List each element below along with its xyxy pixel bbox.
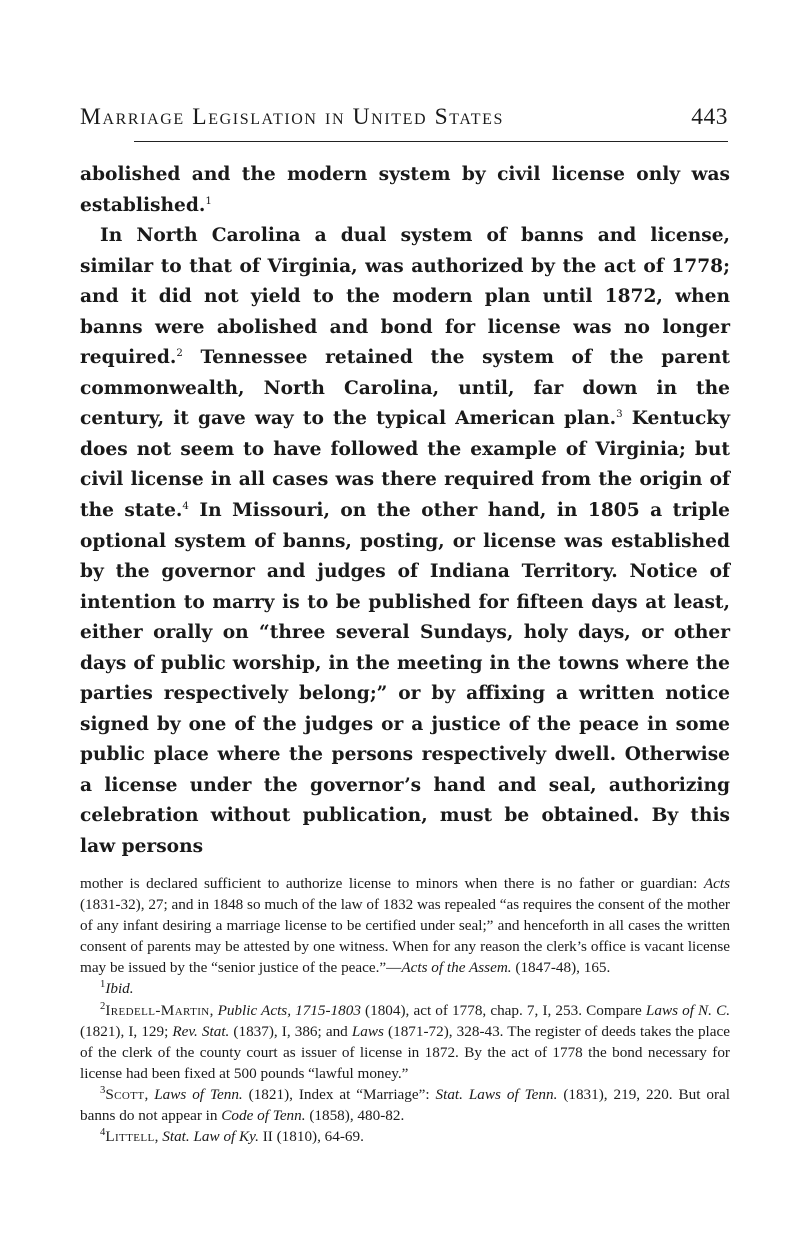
footnote-ref: 1 [205, 195, 212, 207]
footnote-3: $^3$Scott, Laws of Tenn. (1821), Index at “Marriage”: Stat. Laws of Tenn. (1831), 219, 220. But oral banns do not appear in Code of Tenn. (1858), 480-82. [80, 1084, 730, 1125]
body-text [80, 160, 730, 863]
page-number: 443 [691, 104, 728, 130]
running-head-title: Marriage Legislation in United States [80, 104, 505, 130]
running-head [80, 104, 728, 138]
footnote-ref: 2 [176, 348, 183, 360]
paragraph-continued: abolished and the modern system by civil license only was established.$^1$ [80, 164, 730, 216]
paragraph-north-carolina: In North Carolina a dual system of banns and license, similar to that of Virginia, was authorized by the act of 1778; and it did not yield to the modern plan until 1872, when banns were abolished and bond for license was no longer required.$^2$ Tennessee retained the system of the parent commonwealth, North Carolina, until, far down in the century, it gave way to the typical American plan.$^3$ Kentucky does not seem to have followed the example of Virginia; but civil license in all cases was there required from the origin of the state.$^4$ In Missouri, on the other hand, in 1805 a triple optional system of banns, posting, or license was established by the governor and judges of Indiana Territory. Notice of intention to marry is to be published for fifteen days at least, either orally on “three several Sundays, holy days, or other days of public worship, in the meeting in the towns where the parties respectively belong;” or by affixing a written notice signed by one of the judges or a justice of the peace in some public place where the persons respectively dwell. Otherwise a license under the governor’s hand and seal, authorizing celebration without publication, must be obtained. By this law persons [80, 225, 730, 858]
footnote-2: $^2$Iredell-Martin, Public Acts, 1715-1803 (1804), act of 1778, chap. 7, I, 253. Compare Laws of N. C. (1821), I, 129; Rev. Stat. (1837), I, 386; and Laws (1871-72), 328-43. The register of deeds takes the place of the clerk of the county court as issuer of license in 1872. By the act of 1778 the bond necessary for license had been fixed at 500 pounds “lawful money.” [80, 1000, 731, 1082]
header-rule [134, 141, 728, 142]
footnote-1: $^1$Ibid. [100, 979, 134, 998]
footnote-ref: 4 [182, 500, 189, 512]
footnote-continued: mother is declared sufficient to authorize license to minors when there is no father or guardian: Acts (1831-32), 27; and in 1848 so much of the law of 1832 was repealed “as requires the consent of the mother of any infant desiring a marriage license to be certified under seal;” and henceforth in all cases the written consent of parents may be attested by one witness. When for any reason the clerk’s office is vacant license may be issued by the “senior justice of the peace.”—Acts of the Assem. (1847-48), 165. [80, 875, 730, 977]
footnote-4: $^4$Littell, Stat. Law of Ky. II (1810), 64-69. [100, 1127, 364, 1146]
footnote-ref: 3 [616, 409, 623, 421]
footnotes [80, 873, 730, 1147]
